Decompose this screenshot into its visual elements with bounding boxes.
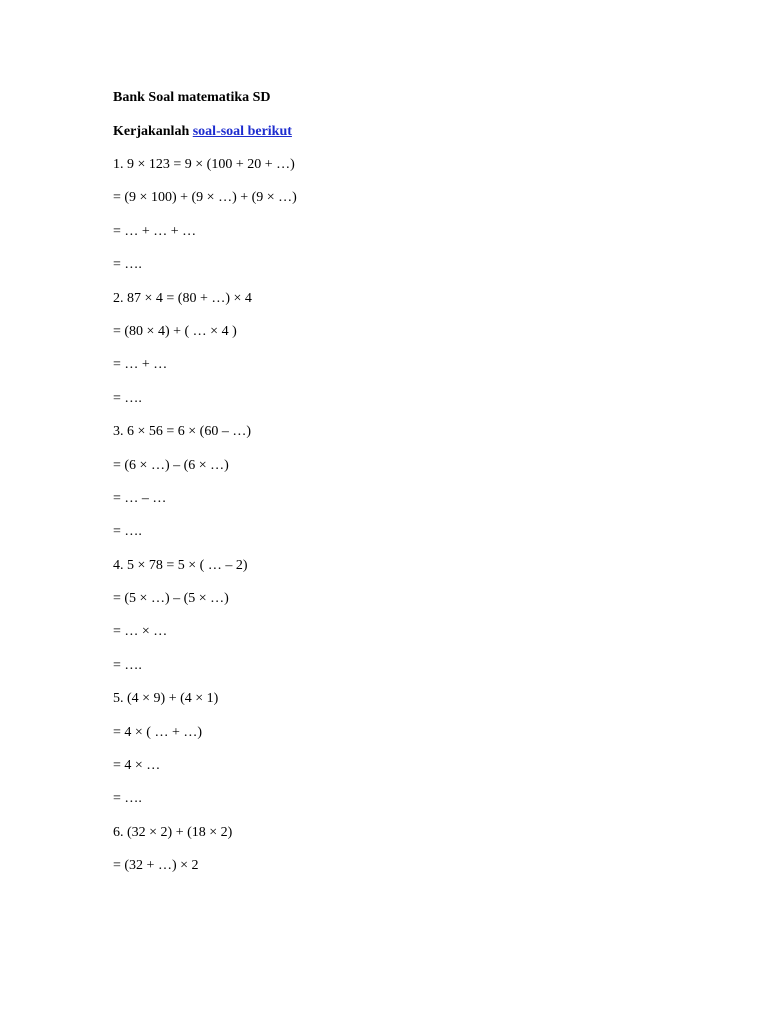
instruction-line [113,122,713,142]
problem-line: 6. (32 × 2) + (18 × 2) [113,824,233,840]
problem-line: = … × … [113,624,168,640]
problem-line: = …. [113,390,142,406]
problem-line: = …. [113,657,142,673]
instruction-prefix: Kerjakanlah [113,124,193,139]
problem-line: = 4 × ( … + …) [113,724,203,740]
instruction-link[interactable]: soal-soal berikut [192,124,292,139]
problem-line: = … + … + … [113,223,197,239]
problem-line: 1. 9 × 123 = 9 × (100 + 20 + …) [113,157,295,172]
problem-line: = … – … [113,490,167,506]
problem-line: = … + … [113,357,168,373]
document-title: Bank Soal matematika SD [113,90,271,105]
problem-line: = …. [113,257,142,273]
problem-line: = (6 × …) – (6 × …) [113,457,229,473]
problem-line: = 4 × … [113,758,161,774]
problem-line: 4. 5 × 78 = 5 × ( … – 2) [113,557,248,573]
problem-line: 5. (4 × 9) + (4 × 1) [113,691,219,707]
problem-line: 3. 6 × 56 = 6 × (60 – …) [113,424,252,440]
problem-line: = (5 × …) – (5 × …) [113,591,229,607]
problem-line: 2. 87 × 4 = (80 + …) × 4 [113,290,252,306]
problem-line: = …. [113,524,142,540]
problem-line: = (80 × 4) + ( … × 4 ) [113,323,237,339]
problem-line: = …. [113,791,142,807]
problem-line: = (32 + …) × 2 [113,858,199,874]
document-page [113,88,713,890]
problem-line: = (9 × 100) + (9 × …) + (9 × …) [113,190,297,206]
